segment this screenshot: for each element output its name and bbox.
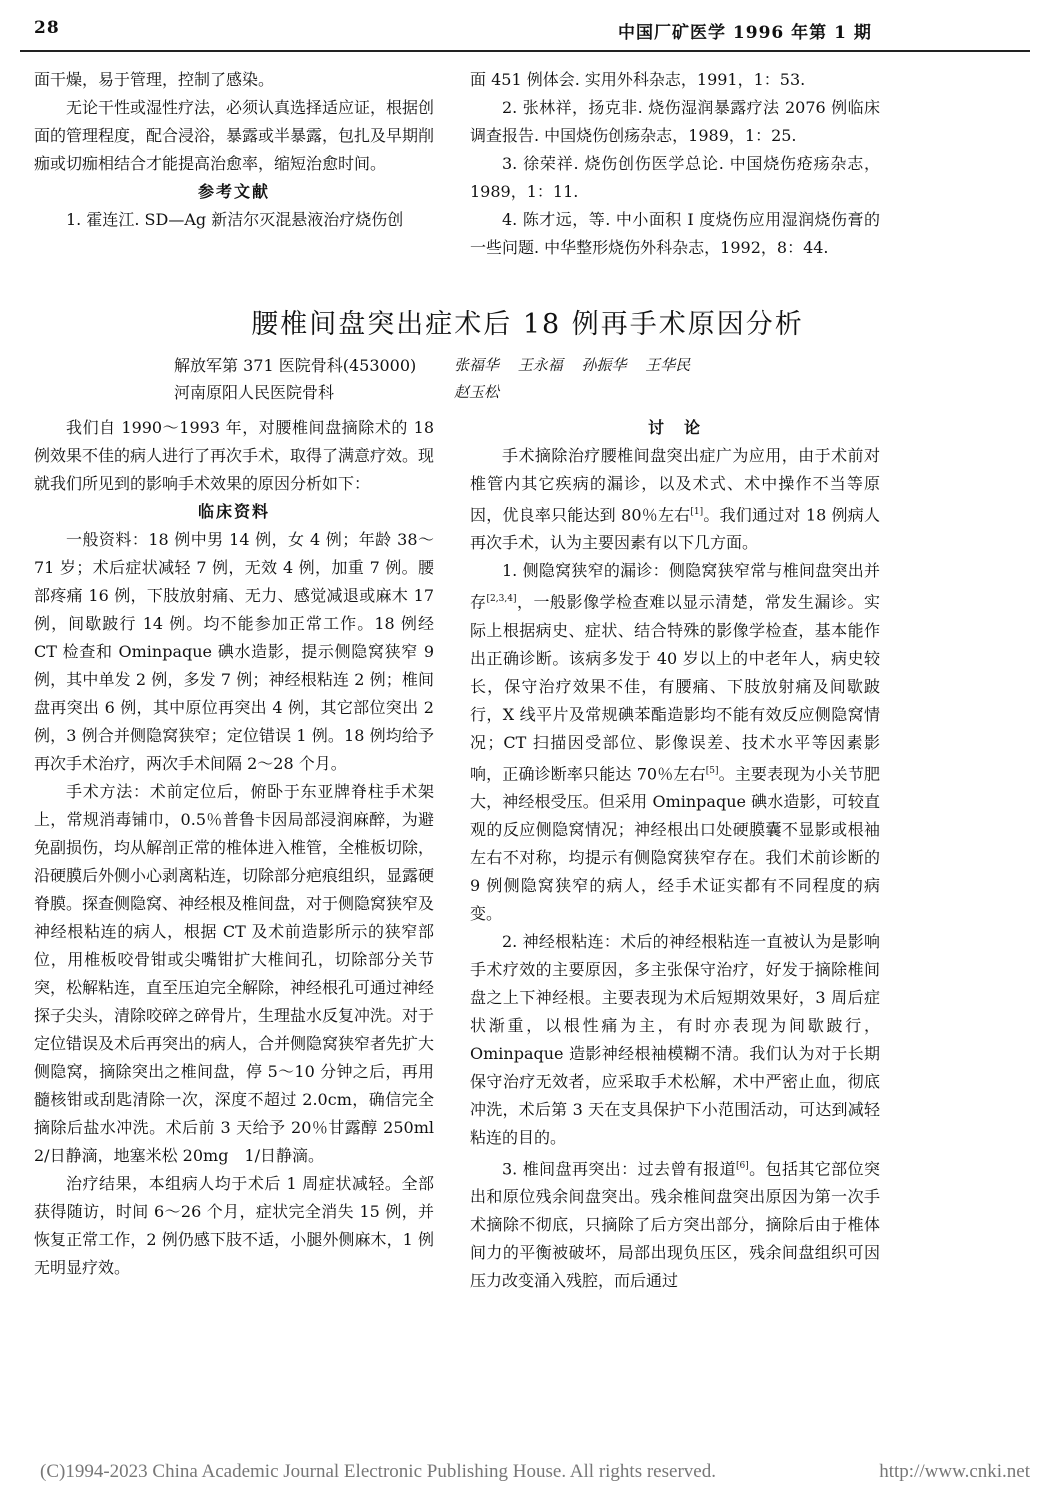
body-paragraph: 2. 神经根粘连：术后的神经根粘连一直被认为是影响手术疗效的主要原因，多主张保守治疗，好发于摘除椎间盘之上下神经根。主要表现为术后短期效果好，3 周后症状渐重，以根性痛为主，有时亦表现为间歇跛行，Ominpaque 造影神经根袖模糊不清。我们认为对于长期保守治疗无效者，应采取手术松解，术中严密止血，彻底冲洗，术后第 3 天在支具保护下小范围活动，可达到减轻粘连的目的。 bbox=[470, 931, 880, 1147]
references-heading: 参考文献 bbox=[197, 182, 270, 201]
affiliation: 河南原阳人民医院骨科 bbox=[174, 383, 335, 402]
copyright-footer bbox=[40, 1461, 1030, 1483]
text-run: ，一般影像学检查难以显示清楚，常发生漏诊。实际上根据病史、症状、结合特殊的影像学检查，基本能作出正确诊断。该病多发于 40 岁以上的中老年人，病史较长，保守治疗效果不佳，有腰痛、下肢放射痛及间歇跛行，X 线平片及常规碘苯酯造影均不能有效反应侧隐窝情况；CT 扫描因受部位、影像误差、技术水平等因素影响，正确诊断率只能达 70％左右 bbox=[470, 592, 880, 783]
citation: [1] bbox=[690, 507, 704, 517]
affiliation: 解放军第 371 医院骨科(453000) bbox=[174, 356, 417, 375]
body-paragraph bbox=[470, 1152, 880, 1295]
body-right-column bbox=[470, 414, 880, 1295]
body-paragraph: 治疗结果，本组病人均于术后 1 周症状减轻。全部获得随访，时间 6～26 个月，症状完全消失 15 例，并恢复正常工作，2 例仍感下肢不适，小腿外侧麻木，1 例无明显疗效。 bbox=[34, 1174, 434, 1277]
body-paragraph: 一般资料：18 例中男 14 例，女 4 例；年龄 38～71 岁；术后症状减轻 7 例，无效 4 例，加重 7 例。腰部疼痛 16 例，下肢放射痛、无力、感觉减退或麻木 17 例，间歇跛行 14 例。均不能参加正常工作。18 例经 CT 检查和 Ominpaque 碘水造影，提示侧隐窝狭窄 9 例，其中单发 2 例，多发 7 例；神经根粘连 2 例；椎间盘再突出 6 例，其中原位再突出 4 例，其它部位突出 2 例，3 例合并侧隐窝狭窄；定位错误 1 例。18 例均给予再次手术治疗，两次手术间隔 2～28 个月。 bbox=[34, 530, 434, 773]
authors: 赵玉松 bbox=[454, 383, 500, 401]
header-rule bbox=[20, 50, 1030, 52]
page-number: 28 bbox=[34, 18, 60, 38]
body-paragraph: 手术方法：术前定位后，俯卧于东亚牌脊柱手术架上，常规消毒铺巾，0.5％普鲁卡因局部浸润麻醉，为避免副损伤，均从解剖正常的椎体进入椎管，全椎板切除，沿硬膜后外侧小心剥离粘连，切除部分疤痕组织，显露硬脊膜。探查侧隐窝、神经根及椎间盘，对于侧隐窝狭窄及神经根粘连的病人，根据 CT 及术前造影所示的狭窄部位，用椎板咬骨钳或尖嘴钳扩大椎间孔，切除部分关节突，松解粘连，直至压迫完全解除，神经根孔可通过神经探子尖头，清除咬碎之碎骨片，生理盐水反复冲洗。对于定位错误及术后再突出的病人，合并侧隐窝狭窄者先扩大侧隐窝，摘除突出之椎间盘，停 5～10 分钟之后，再用髓核钳或刮匙清除一次，深度不超过 2.0cm，确信完全摘除后盐水冲洗。术后前 3 天给予 20％甘露醇 250ml 2/日静滴，地塞米松 20mg 1/日静滴。 bbox=[34, 782, 451, 1165]
journal-header: 中国厂矿医学 1996 年第 1 期 bbox=[618, 23, 872, 43]
prev-article-right bbox=[470, 66, 880, 262]
text-run: 3. 椎间盘再突出：过去曾有报道 bbox=[502, 1159, 736, 1179]
section-heading: 讨 论 bbox=[647, 418, 702, 437]
citation: [2,3,4] bbox=[486, 594, 517, 605]
intro-paragraph: 我们自 1990～1993 年，对腰椎间盘摘除术的 18 例效果不佳的病人进行了再次手术，取得了满意疗效。现就我们所见到的影响手术效果的原因分析如下： bbox=[34, 418, 435, 493]
body-paragraph bbox=[470, 557, 880, 928]
section-heading: 临床资料 bbox=[197, 502, 270, 521]
text-run: 。主要表现为小关节肥大，神经根受压。但采用 Ominpaque 碘水造影，可较直观的反应侧隐窝情况；神经根出口处硬膜囊不显影或根袖左右不对称，均提示有侧隐窝狭窄存在。我们术前诊断的 9 例侧隐窝狭窄的病人，经手术证实都有不同程度的病变。 bbox=[470, 763, 880, 923]
citation: [6] bbox=[736, 1160, 749, 1171]
prev-paragraph: 无论干性或湿性疗法，必须认真选择适应证，根据创面的管理程度，配合浸浴，暴露或半暴露，包扎及早期削痂或切痂相结合才能提高治愈率，缩短治愈时间。 bbox=[34, 98, 435, 173]
prev-paragraph: 面干燥，易于管理，控制了感染。 bbox=[34, 70, 275, 89]
footer-url: http://www.cnki.net bbox=[879, 1461, 1030, 1482]
reference-item: 4. 陈才远，等. 中小面积 I 度烧伤应用湿润烧伤膏的一些问题. 中华整形烧伤外科杂志，1992，8：44. bbox=[470, 210, 880, 257]
text-run: 手术摘除治疗腰椎间盘突出症广为应用，由于术前对椎管内其它疾病的漏诊，以及术式、术中操作不当等原因，优良率只能达到 80％左右 bbox=[470, 446, 880, 525]
body-paragraph bbox=[470, 442, 880, 557]
article-title: 腰椎间盘突出症术后 18 例再手术原因分析 bbox=[251, 309, 804, 340]
text-run: 1. 侧隐窝狭窄的漏诊：侧隐窝狭窄常与椎间盘突出并存 bbox=[470, 561, 880, 612]
copyright-text: (C)1994-2023 China Academic Journal Electronic Publishing House. All rights reserved. bbox=[40, 1461, 716, 1482]
citation: [5] bbox=[705, 765, 719, 776]
prev-article-left bbox=[34, 66, 434, 234]
reference-item: 2. 张林祥，扬克非. 烧伤湿润暴露疗法 2076 例临床调查报告. 中国烧伤创疡杂志，1989，1：25. bbox=[470, 98, 880, 145]
body-left-column bbox=[34, 414, 451, 1282]
text-run: 。包括其它部位突出和原位残余间盘突出。残余椎间盘突出原因为第一次手术摘除不彻底，只摘除了后方突出部分，摘除后由于椎体间力的平衡被破坏，局部出现负压区，残余间盘组织可因压力改变涌入残腔，而后通过 bbox=[470, 1159, 880, 1291]
text-run: 。我们通过对 18 例病人再次手术，认为主要因素有以下几方面。 bbox=[470, 505, 880, 553]
reference-item: 3. 徐荣祥. 烧伤创伤医学总论. 中国烧伤疮疡杂志，1989，1：11. bbox=[470, 154, 880, 201]
reference-item: 面 451 例体会. 实用外科杂志，1991，1：53. bbox=[470, 70, 806, 89]
reference-item: 1. 霍连江. SD—Ag 新洁尔灭混悬液治疗烧伤创 bbox=[66, 210, 404, 229]
authors: 张福华 王永福 孙振华 王华民 bbox=[454, 356, 691, 374]
